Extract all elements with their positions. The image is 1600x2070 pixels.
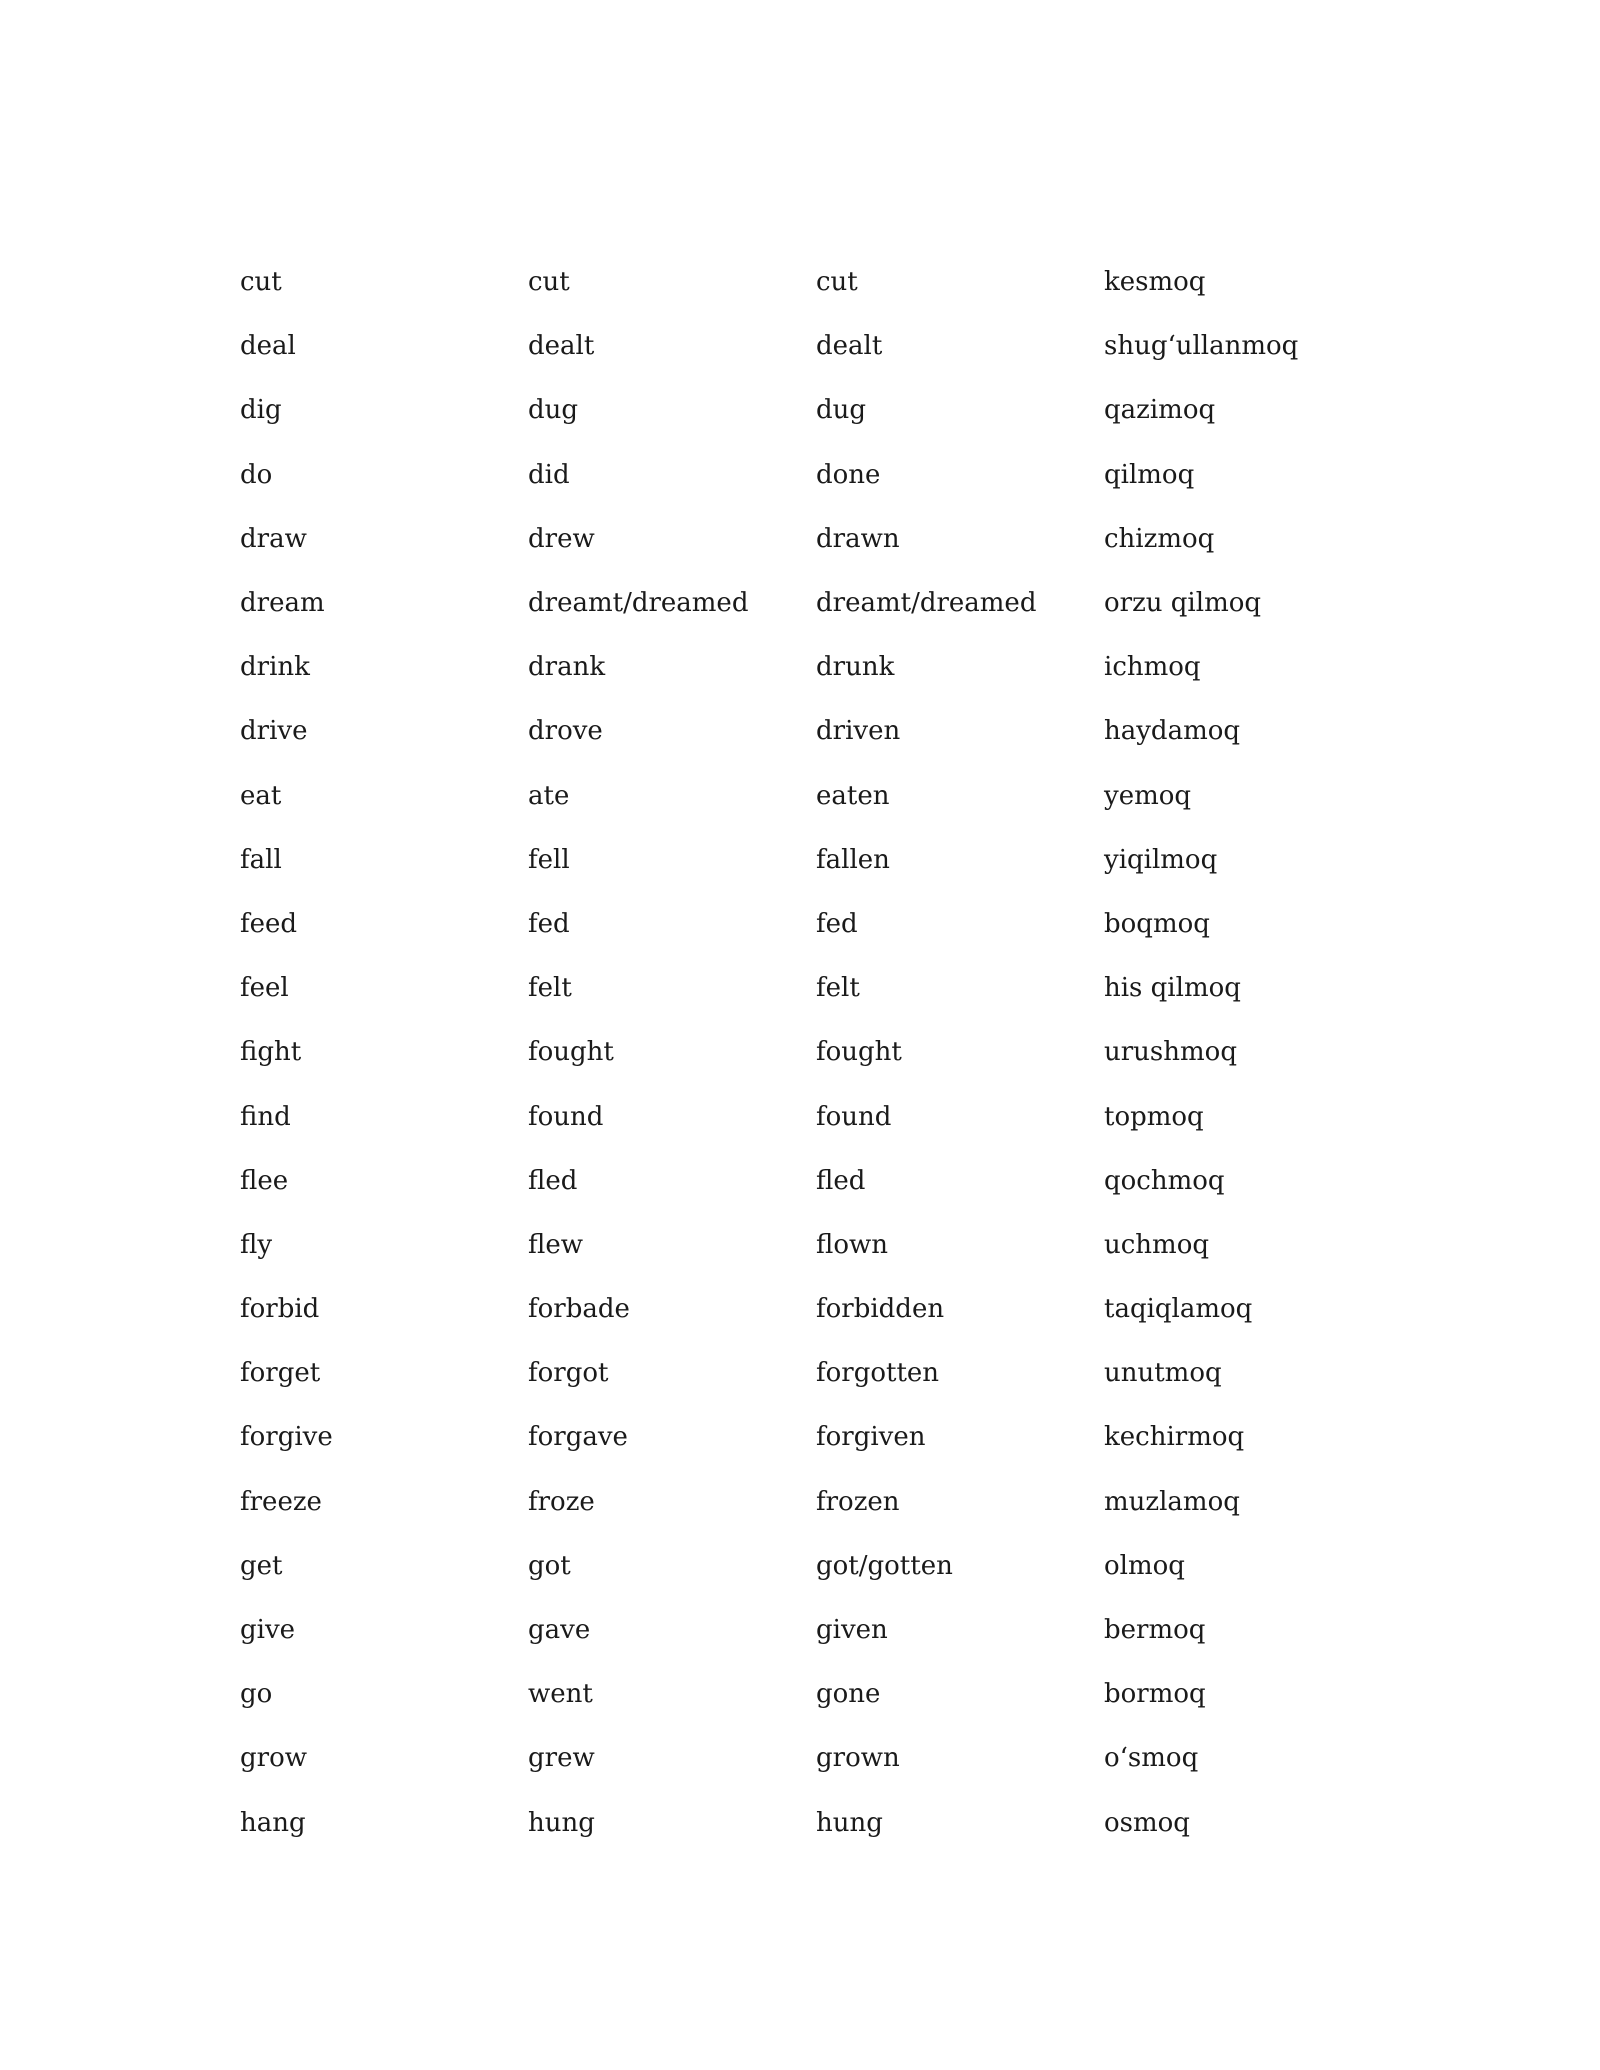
past-simple-cell: grew — [528, 1743, 595, 1774]
past-simple-cell: went — [528, 1679, 593, 1710]
base-form-cell: forgive — [240, 1422, 333, 1453]
past-simple-cell: dealt — [528, 331, 595, 362]
past-participle-cell: dealt — [816, 331, 883, 362]
past-participle-cell: hung — [816, 1807, 883, 1838]
verb-row — [240, 956, 1440, 1020]
uzbek-translation-cell: topmoq — [1104, 1101, 1204, 1132]
past-simple-cell: fell — [528, 844, 570, 875]
verb-row — [240, 1213, 1440, 1277]
past-participle-cell: dug — [816, 395, 867, 426]
base-form-cell: fight — [240, 1037, 302, 1068]
past-participle-cell: felt — [816, 973, 860, 1004]
verb-row — [240, 1020, 1440, 1084]
verb-row — [240, 378, 1440, 442]
verb-row — [240, 1726, 1440, 1790]
base-form-cell: find — [240, 1101, 291, 1132]
uzbek-translation-cell: his qilmoq — [1104, 973, 1241, 1004]
uzbek-translation-cell: o‘smoq — [1104, 1743, 1199, 1774]
past-simple-cell: drank — [528, 652, 606, 683]
uzbek-translation-cell: qilmoq — [1104, 459, 1195, 490]
base-form-cell: fly — [240, 1229, 273, 1260]
base-form-cell: cut — [240, 267, 282, 298]
past-participle-cell: got/gotten — [816, 1550, 953, 1581]
base-form-cell: feed — [240, 908, 298, 939]
uzbek-translation-cell: haydamoq — [1104, 716, 1241, 747]
uzbek-translation-cell: yiqilmoq — [1104, 844, 1218, 875]
uzbek-translation-cell: olmoq — [1104, 1550, 1185, 1581]
verb-row — [240, 1341, 1440, 1405]
uzbek-translation-cell: chizmoq — [1104, 523, 1215, 554]
base-form-cell: feel — [240, 973, 289, 1004]
past-participle-cell: drunk — [816, 652, 895, 683]
past-simple-cell: hung — [528, 1807, 595, 1838]
past-participle-cell: dreamt/dreamed — [816, 588, 1037, 619]
verb-row — [240, 1084, 1440, 1148]
uzbek-translation-cell: boqmoq — [1104, 908, 1210, 939]
verb-row — [240, 507, 1440, 571]
verb-row — [240, 1534, 1440, 1598]
base-form-cell: fall — [240, 844, 282, 875]
past-participle-cell: fled — [816, 1165, 866, 1196]
past-simple-cell: fought — [528, 1037, 614, 1068]
past-participle-cell: given — [816, 1615, 888, 1646]
base-form-cell: draw — [240, 523, 307, 554]
uzbek-translation-cell: qochmoq — [1104, 1165, 1225, 1196]
base-form-cell: hang — [240, 1807, 306, 1838]
uzbek-translation-cell: taqiqlamoq — [1104, 1294, 1253, 1325]
past-simple-cell: ate — [528, 780, 570, 811]
uzbek-translation-cell: uchmoq — [1104, 1229, 1210, 1260]
past-simple-cell: flew — [528, 1229, 583, 1260]
base-form-cell: freeze — [240, 1486, 322, 1517]
uzbek-translation-cell: ichmoq — [1104, 652, 1201, 683]
verb-row — [240, 828, 1440, 892]
past-participle-cell: driven — [816, 716, 901, 747]
verb-row — [240, 1405, 1440, 1469]
uzbek-translation-cell: kesmoq — [1104, 267, 1206, 298]
uzbek-translation-cell: qazimoq — [1104, 395, 1216, 426]
base-form-cell: drink — [240, 652, 310, 683]
past-simple-cell: forbade — [528, 1294, 630, 1325]
past-simple-cell: forgave — [528, 1422, 628, 1453]
uzbek-translation-cell: urushmoq — [1104, 1037, 1237, 1068]
past-participle-cell: forbidden — [816, 1294, 945, 1325]
past-simple-cell: froze — [528, 1486, 595, 1517]
past-participle-cell: found — [816, 1101, 892, 1132]
past-participle-cell: forgotten — [816, 1358, 940, 1389]
past-participle-cell: flown — [816, 1229, 888, 1260]
past-simple-cell: drew — [528, 523, 595, 554]
verb-row — [240, 250, 1440, 314]
past-simple-cell: cut — [528, 267, 570, 298]
base-form-cell: grow — [240, 1743, 307, 1774]
past-simple-cell: found — [528, 1101, 604, 1132]
past-simple-cell: dreamt/dreamed — [528, 588, 749, 619]
uzbek-translation-cell: orzu qilmoq — [1104, 588, 1262, 619]
past-participle-cell: forgiven — [816, 1422, 926, 1453]
past-participle-cell: frozen — [816, 1486, 900, 1517]
past-participle-cell: cut — [816, 267, 858, 298]
verb-row — [240, 1470, 1440, 1534]
verb-row — [240, 699, 1440, 763]
uzbek-translation-cell: kechirmoq — [1104, 1422, 1245, 1453]
verb-row — [240, 764, 1440, 828]
past-participle-cell: drawn — [816, 523, 900, 554]
verb-row — [240, 1598, 1440, 1662]
base-form-cell: do — [240, 459, 273, 490]
verb-row — [240, 1662, 1440, 1726]
past-participle-cell: fallen — [816, 844, 890, 875]
base-form-cell: get — [240, 1550, 283, 1581]
base-form-cell: flee — [240, 1165, 289, 1196]
verb-row — [240, 1149, 1440, 1213]
base-form-cell: dig — [240, 395, 282, 426]
past-participle-cell: fed — [816, 908, 858, 939]
verb-row — [240, 443, 1440, 507]
verb-row — [240, 1277, 1440, 1341]
past-simple-cell: forgot — [528, 1358, 609, 1389]
past-simple-cell: fled — [528, 1165, 578, 1196]
verb-row — [240, 314, 1440, 378]
base-form-cell: eat — [240, 780, 282, 811]
past-participle-cell: grown — [816, 1743, 900, 1774]
past-participle-cell: fought — [816, 1037, 902, 1068]
base-form-cell: dream — [240, 588, 325, 619]
base-form-cell: forbid — [240, 1294, 320, 1325]
base-form-cell: go — [240, 1679, 273, 1710]
past-simple-cell: fed — [528, 908, 570, 939]
base-form-cell: drive — [240, 716, 308, 747]
uzbek-translation-cell: osmoq — [1104, 1807, 1190, 1838]
past-simple-cell: got — [528, 1550, 571, 1581]
base-form-cell: give — [240, 1615, 296, 1646]
uzbek-translation-cell: muzlamoq — [1104, 1486, 1240, 1517]
base-form-cell: forget — [240, 1358, 321, 1389]
uzbek-translation-cell: shug‘ullanmoq — [1104, 331, 1299, 362]
irregular-verbs-table — [240, 250, 1440, 1855]
verb-row — [240, 1791, 1440, 1855]
uzbek-translation-cell: yemoq — [1104, 780, 1192, 811]
past-participle-cell: gone — [816, 1679, 881, 1710]
uzbek-translation-cell: unutmoq — [1104, 1358, 1222, 1389]
past-simple-cell: did — [528, 459, 570, 490]
past-simple-cell: gave — [528, 1615, 591, 1646]
uzbek-translation-cell: bormoq — [1104, 1679, 1206, 1710]
verb-row — [240, 571, 1440, 635]
past-participle-cell: eaten — [816, 780, 890, 811]
past-participle-cell: done — [816, 459, 881, 490]
past-simple-cell: drove — [528, 716, 603, 747]
past-simple-cell: felt — [528, 973, 572, 1004]
past-simple-cell: dug — [528, 395, 579, 426]
uzbek-translation-cell: bermoq — [1104, 1615, 1206, 1646]
base-form-cell: deal — [240, 331, 296, 362]
verb-row — [240, 892, 1440, 956]
verb-row — [240, 635, 1440, 699]
